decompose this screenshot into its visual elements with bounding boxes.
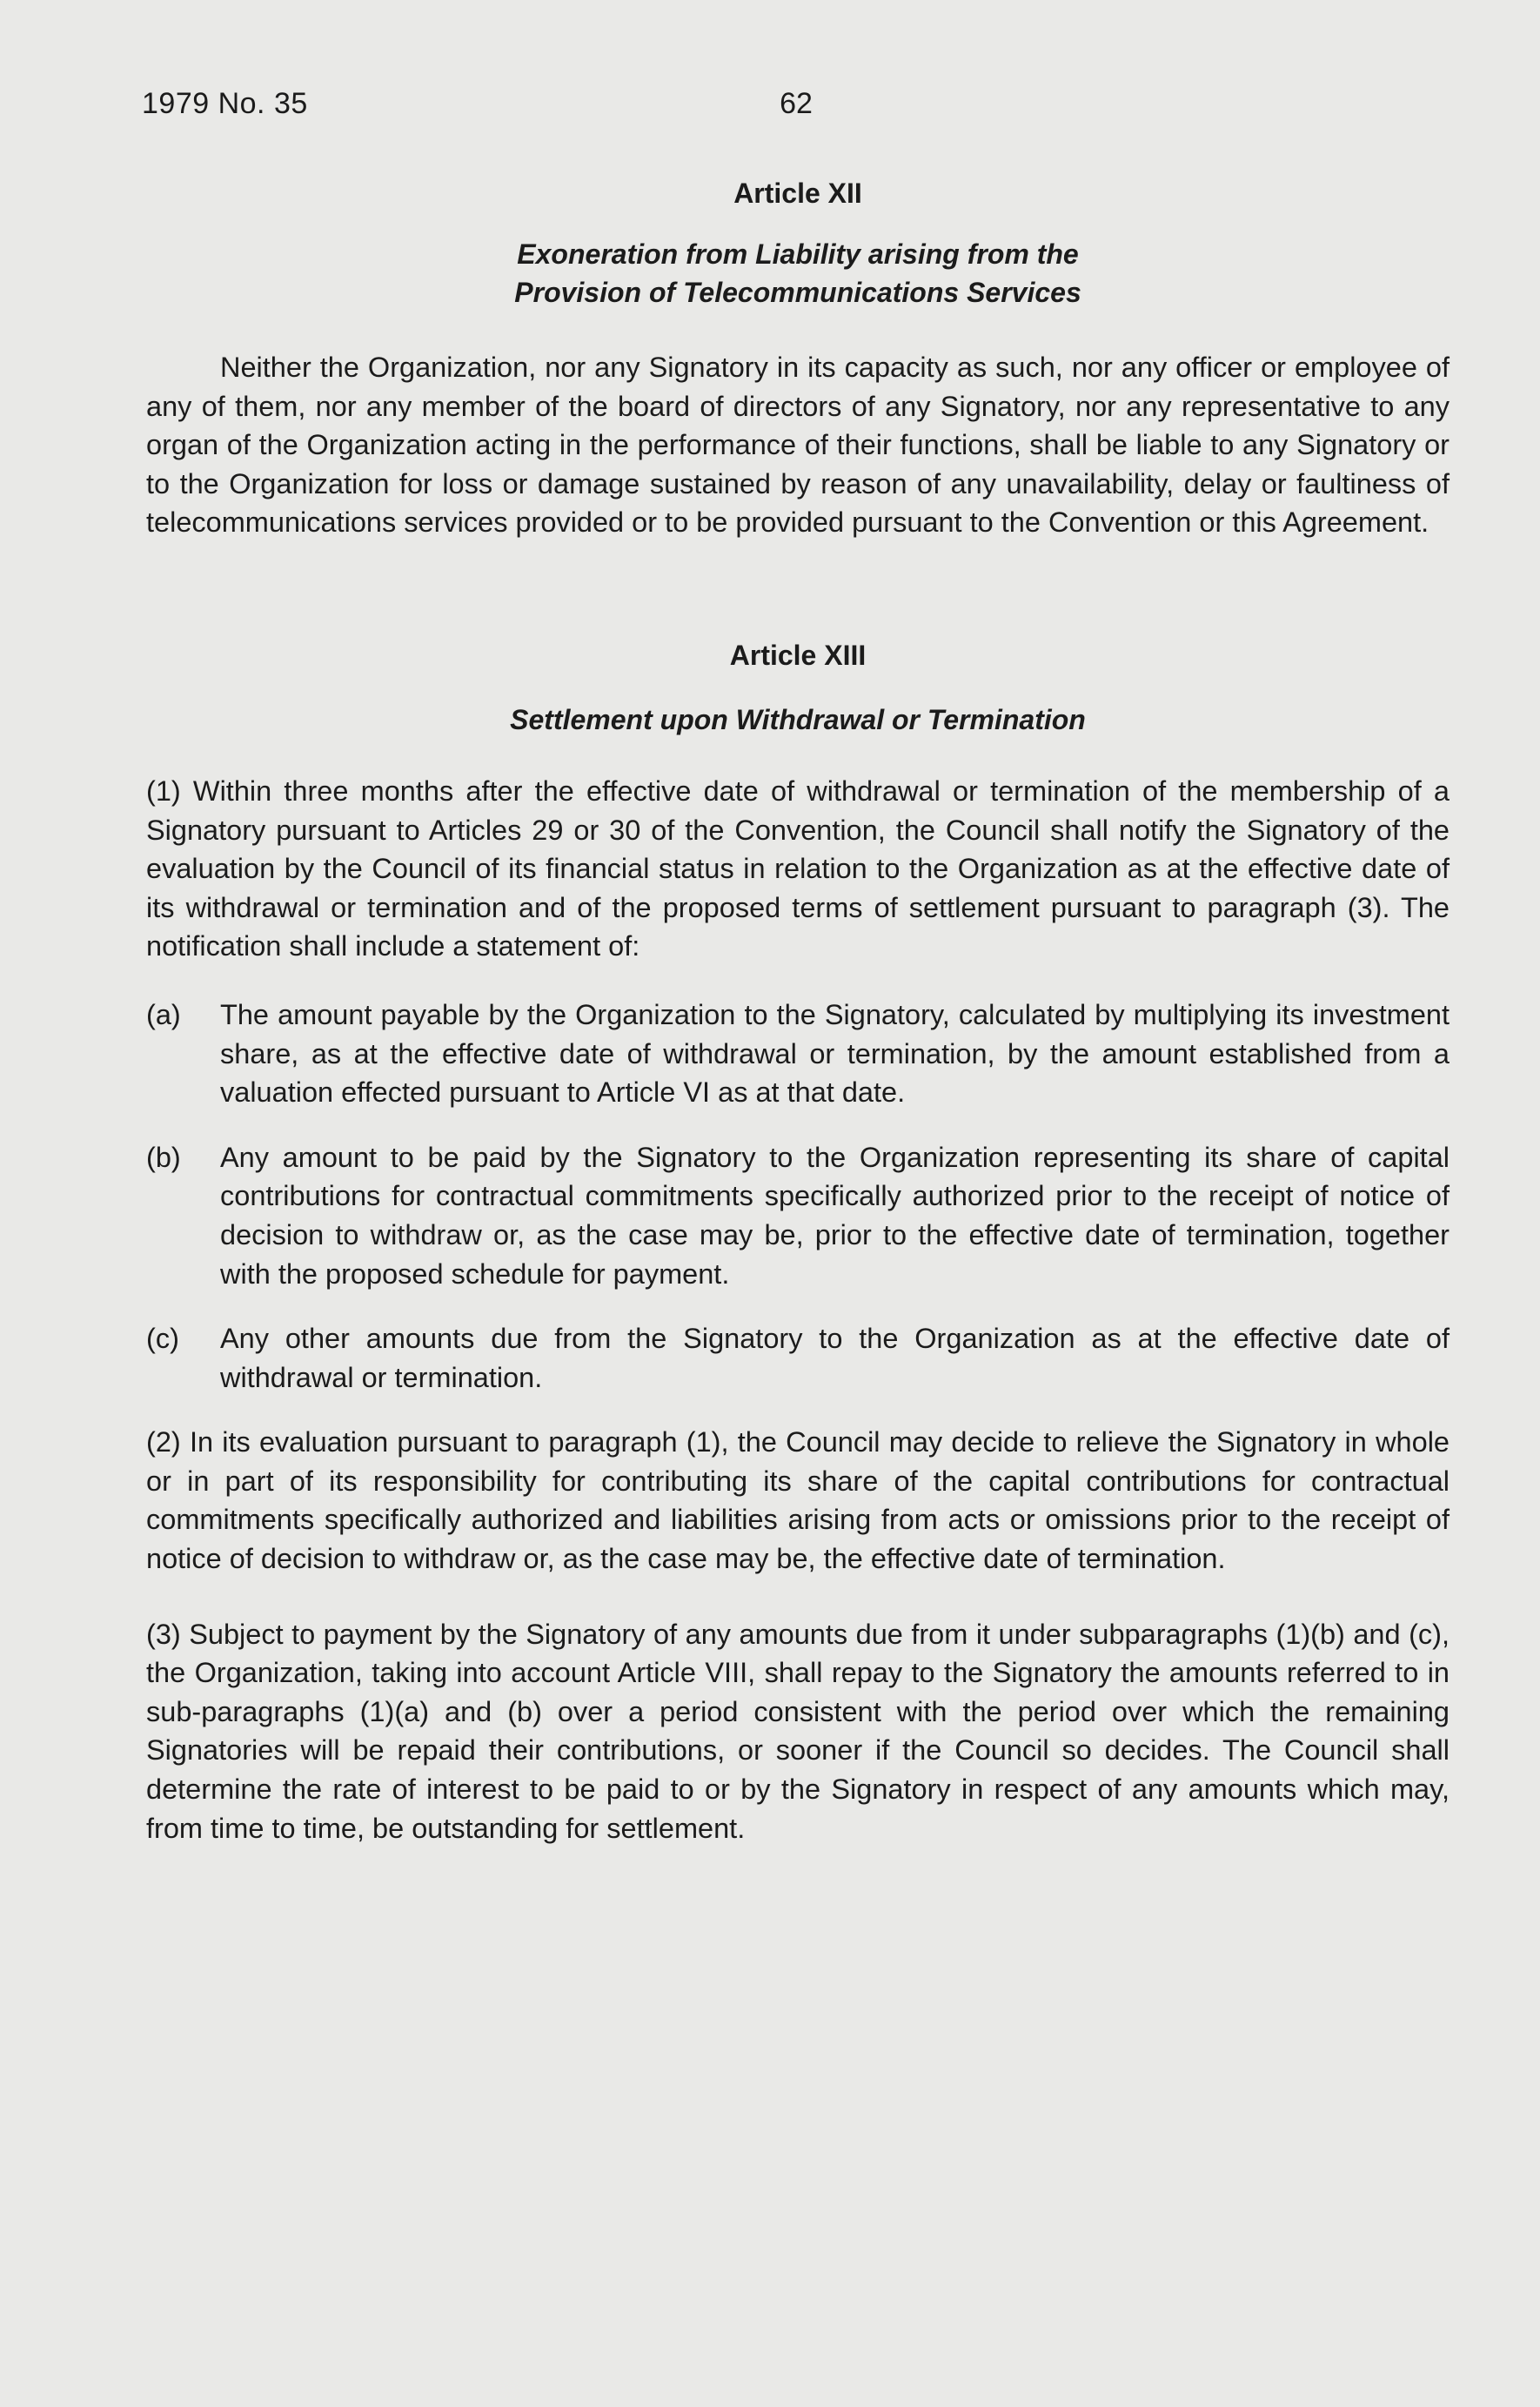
article-xiii-heading: Article XIII [729, 639, 867, 671]
article-xii-heading: Article XII [733, 178, 862, 209]
article-xii-subtitle-line2: Provision of Telecommunications Services [514, 277, 1081, 308]
article-xii-subtitle-line1: Exoneration from Liability arising from the [517, 238, 1079, 270]
article-xiii-paragraph-1: (1) Within three months after the effective date of withdrawal or termination of the membership of a Signatory pursuant to Articles 29 or 30 of the Convention, the Council shall notify the Signatory of the evaluation by the Council of its financial status in relation to the Organization as at the effective date of its withdrawal or termination and of the proposed terms of settlement pursuant to paragraph (3). The notification shall include a statement of: [146, 774, 1450, 962]
list-item-c [146, 1319, 1450, 1397]
article-xii-paragraph: Neither the Organization, nor any Signatory in its capacity as such, nor any officer or employee of any of them, nor any member of the board of directors of any Signatory, nor any representative to any organ of the Organization acting in the performance of their functions, shall be liable to any Signatory or to the Organization for loss or damage sustained by reason of any unavailability, delay or faultiness of telecommunications services provided or to be provided pursuant to the Convention or this Agreement. [146, 352, 1450, 539]
page-content [146, 174, 1450, 1847]
list-item-text: Any other amounts due from the Signatory to the Organization as at the effective date of withdrawal or termination. [220, 1323, 1450, 1393]
list-item-mark: (c) [146, 1323, 179, 1355]
page-number: 62 [780, 87, 813, 120]
header-year-number: 1979 No. 35 [142, 87, 308, 120]
list-item-text: Any amount to be paid by the Signatory to the Organization representing its share of capital contributions for contractual commitments specifically authorized prior to the receipt of notice of decision to withdraw or, as the case may be, prior to the effective date of termination, together with the proposed schedule for payment. [220, 1141, 1450, 1290]
list-item-text: The amount payable by the Organization to the Signatory, calculated by multiplying its investment share, as at the effective date of withdrawal or termination, by the amount established from a valuation effected pursuant to Article VI as at that date. [220, 998, 1450, 1109]
list-item-mark: (b) [146, 1141, 181, 1173]
article-xiii-paragraph-2: (2) In its evaluation pursuant to paragraph (1), the Council may decide to relieve the Signatory in whole or in part of its responsibility for contributing its share of the capital contributions for contractual commitments specifically authorized and liabilities arising from acts or omissions prior to the receipt of notice of decision to withdraw or, as the case may be, the effective date of termination. [146, 1426, 1450, 1575]
list-item-b [146, 1138, 1450, 1293]
list-item-a [146, 996, 1450, 1112]
list-item-mark: (a) [146, 998, 181, 1030]
article-xiii-subtitle: Settlement upon Withdrawal or Termination [510, 703, 1086, 735]
article-xiii-paragraph-3: (3) Subject to payment by the Signatory of any amounts due from it under subparagraphs (1)(b) and (c), the Organization, taking into account Article VIII, shall repay to the Signatory the amounts referred to in sub-paragraphs (1)(a) and (b) over a period consistent with the period over which the remaining Signatories will be repaid their contributions, or sooner if the Council so decides. The Council shall determine the rate of interest to be paid to or by the Signatory in respect of any amounts which may, from time to time, be outstanding for settlement. [146, 1618, 1450, 1844]
